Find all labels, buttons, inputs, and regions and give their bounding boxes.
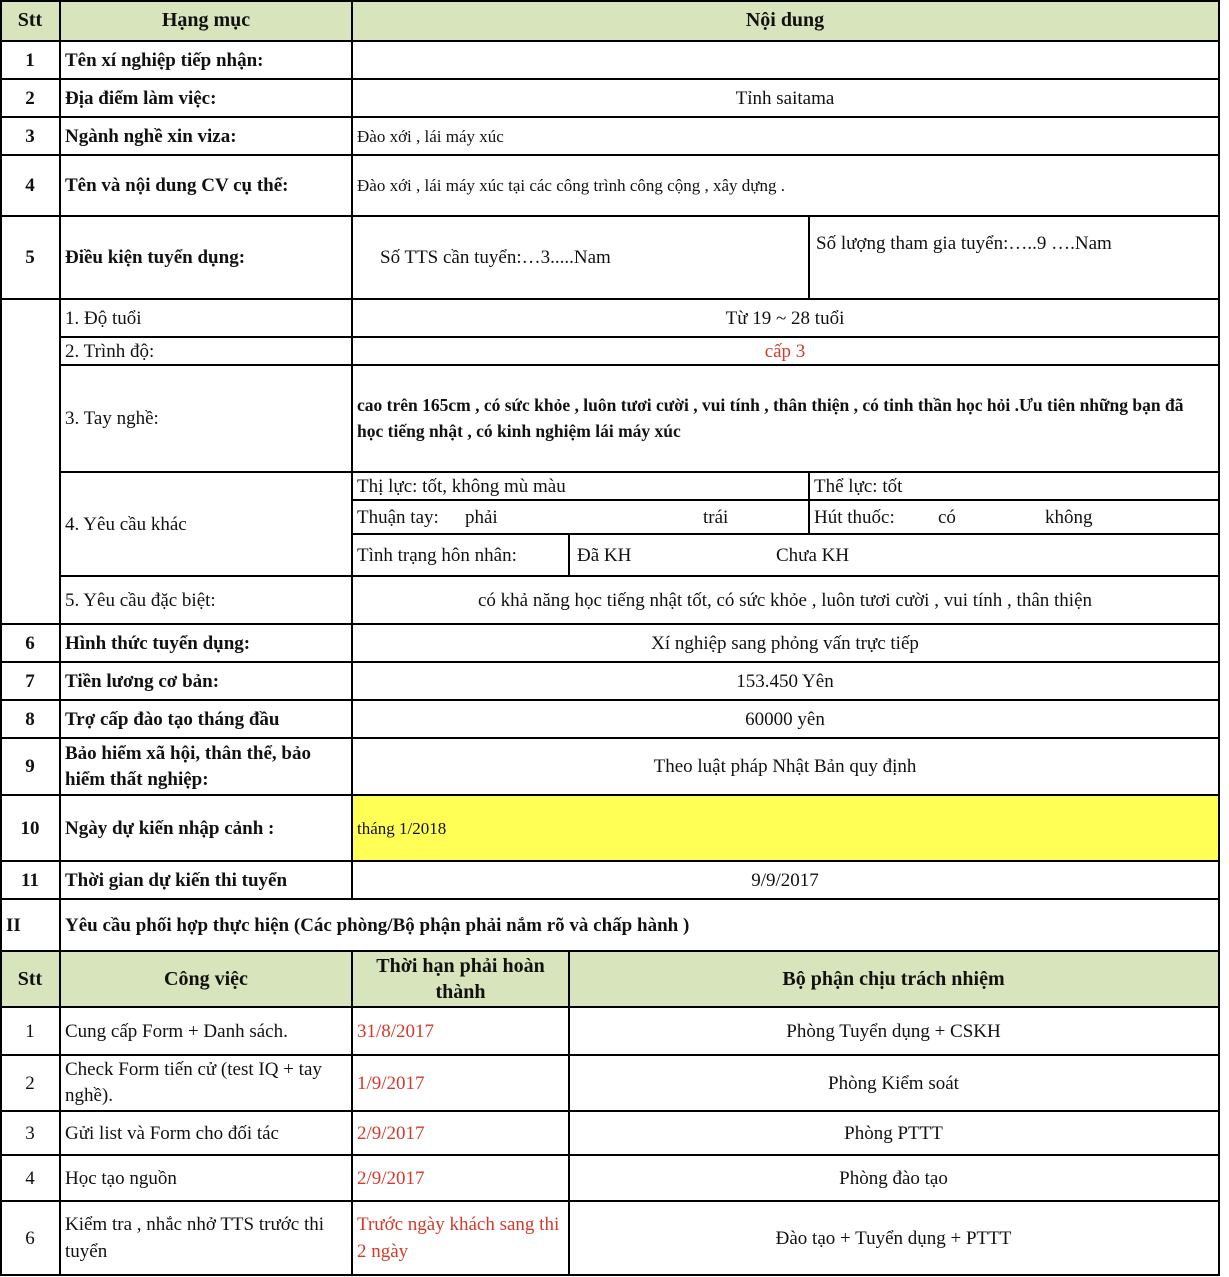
task-5-dept: Đào tạo + Tuyển dụng + PTTT xyxy=(775,1227,1012,1249)
row-9-value: Theo luật pháp Nhật Bản quy định xyxy=(653,756,917,777)
vline xyxy=(568,534,570,576)
task-2-dept: Phòng Kiểm soát xyxy=(828,1072,959,1094)
hline xyxy=(352,533,1220,535)
row-7-value: 153.450 Yên xyxy=(736,670,834,692)
vline xyxy=(59,0,61,1276)
row-5-participants: Số lượng tham gia tuyển:…..9 ….Nam xyxy=(816,233,1112,254)
row-8-label: Trợ cấp đào tạo tháng đầu xyxy=(65,708,280,730)
task-1-deadline: 31/8/2017 xyxy=(357,1020,435,1042)
row-8-value: 60000 yên xyxy=(745,708,825,730)
task-3-deadline: 2/9/2017 xyxy=(357,1122,425,1144)
task-2-task: Check Form tiến cử (test IQ + tay nghề). xyxy=(65,1059,322,1106)
row-10-no: 10 xyxy=(20,817,40,839)
row-7-label: Tiền lương cơ bản: xyxy=(65,670,220,692)
marital-label: Tình trạng hôn nhân: xyxy=(357,544,517,566)
hline xyxy=(0,154,1220,156)
hline xyxy=(0,950,1220,952)
hline xyxy=(0,623,1220,625)
task-5-no: 6 xyxy=(25,1227,35,1249)
vline xyxy=(0,0,2,1276)
hline xyxy=(60,575,1220,577)
row-5-label: Điều kiện tuyển dụng: xyxy=(65,247,246,268)
education-value: cấp 3 xyxy=(764,340,806,362)
row-11-label: Thời gian dự kiến thi tuyển xyxy=(65,869,288,891)
row-2-value: Tỉnh saitama xyxy=(735,87,835,109)
row-7-no: 7 xyxy=(25,670,35,692)
row-3-value: Đào xới , lái máy xúc xyxy=(357,126,504,146)
section-2-no: II xyxy=(6,914,21,936)
hline xyxy=(0,737,1220,739)
smoking-label: Hút thuốc: xyxy=(814,506,895,528)
smoking-no: không xyxy=(1045,506,1093,528)
row-1-no: 1 xyxy=(25,49,35,71)
hline xyxy=(0,0,1220,2)
handedness-label: Thuận tay: xyxy=(357,506,439,528)
marital-married: Đã KH xyxy=(577,544,632,566)
vline xyxy=(808,216,810,299)
age-value: Từ 19 ~ 28 tuổi xyxy=(725,307,845,329)
hline xyxy=(60,471,1220,473)
header-stt: Stt xyxy=(0,0,60,41)
task-header-dept: Bộ phận chịu trách nhiệm xyxy=(569,951,1218,1007)
row-9-label: Bảo hiểm xã hội, thân thể, bảo hiểm thất nghiệp: xyxy=(65,742,311,790)
header-content: Nội dung xyxy=(352,0,1218,41)
hline xyxy=(0,78,1220,80)
row-2-label: Địa điểm làm việc: xyxy=(65,87,217,109)
row-6-no: 6 xyxy=(25,632,35,654)
education-label: 2. Trình độ: xyxy=(65,340,155,362)
skill-label: 3. Tay nghề: xyxy=(65,408,159,429)
task-header-task: Công việc xyxy=(60,951,352,1007)
row-5-trainees-needed: Số TTS cần tuyển:…3.....Nam xyxy=(380,247,611,268)
task-1-dept: Phòng Tuyển dụng + CSKH xyxy=(786,1020,1001,1042)
hline xyxy=(0,1006,1220,1008)
hline xyxy=(0,1054,1220,1056)
vline xyxy=(351,0,353,899)
other-requirements-label: 4. Yêu cầu khác xyxy=(65,513,187,535)
vline xyxy=(351,951,353,1276)
marital-single: Chưa KH xyxy=(776,544,850,566)
special-requirements-value: có khả năng học tiếng nhật tốt, có sức khỏe , luôn tươi cười , vui tính , thân thiện xyxy=(477,589,1092,611)
row-9-no: 9 xyxy=(25,756,35,777)
hline xyxy=(0,1274,1220,1276)
row-10-value: tháng 1/2018 xyxy=(352,795,1218,861)
row-8-no: 8 xyxy=(25,708,35,730)
hline xyxy=(0,116,1220,118)
row-2-no: 2 xyxy=(25,87,35,109)
vline xyxy=(1218,0,1220,1276)
hline xyxy=(0,1110,1220,1112)
task-header-deadline: Thời hạn phải hoàn thành xyxy=(352,951,569,1007)
task-4-deadline: 2/9/2017 xyxy=(357,1167,425,1189)
section-2-title: Yêu cầu phối hợp thực hiện (Các phòng/Bộ phận phải nắm rõ và chấp hành ) xyxy=(65,914,690,936)
hline xyxy=(0,860,1220,862)
handedness-left: trái xyxy=(703,506,729,528)
smoking-yes: có xyxy=(938,506,956,528)
row-11-value: 9/9/2017 xyxy=(751,869,819,891)
physical-value: Thể lực: tốt xyxy=(814,475,903,497)
hline xyxy=(0,1154,1220,1156)
age-label: 1. Độ tuổi xyxy=(65,307,142,329)
special-requirements-label: 5. Yêu cầu đặc biệt: xyxy=(65,589,216,611)
task-3-dept: Phòng PTTT xyxy=(844,1122,943,1144)
task-3-task: Gửi list và Form cho đối tác xyxy=(65,1122,279,1144)
task-1-task: Cung cấp Form + Danh sách. xyxy=(65,1020,288,1042)
hline xyxy=(0,215,1220,217)
hline xyxy=(0,1200,1220,1202)
header-category: Hạng mục xyxy=(60,0,352,41)
task-1-no: 1 xyxy=(25,1020,35,1042)
row-4-no: 4 xyxy=(25,175,35,196)
row-10-label: Ngày dự kiến nhập cảnh : xyxy=(65,817,275,839)
hline xyxy=(0,699,1220,701)
row-1-value xyxy=(352,41,1218,79)
task-4-no: 4 xyxy=(25,1167,35,1189)
hline xyxy=(0,661,1220,663)
task-5-deadline: Trước ngày khách sang thi 2 ngày xyxy=(357,1214,560,1262)
task-4-task: Học tạo nguồn xyxy=(65,1167,177,1189)
vision-value: Thị lực: tốt, không mù màu xyxy=(357,475,566,497)
task-header-stt: Stt xyxy=(0,951,60,1007)
handedness-right: phải xyxy=(465,506,498,528)
task-2-deadline: 1/9/2017 xyxy=(357,1072,425,1094)
row-5-no: 5 xyxy=(25,247,35,268)
task-3-no: 3 xyxy=(25,1122,35,1144)
row-6-label: Hình thức tuyển dụng: xyxy=(65,632,251,654)
skill-value: cao trên 165cm , có sức khỏe , luôn tươi cười , vui tính , thân thiện , có tinh thần học hỏi .Ưu tiên những bạn đã học tiếng nhật , có kinh nghiệm lái máy xúc xyxy=(357,395,1184,441)
hline xyxy=(0,40,1220,42)
hline xyxy=(60,364,1220,366)
row-6-value: Xí nghiệp sang phỏng vấn trực tiếp xyxy=(651,632,919,654)
row-1-label: Tên xí nghiệp tiếp nhận: xyxy=(65,49,264,71)
row-11-no: 11 xyxy=(21,869,39,891)
row-3-no: 3 xyxy=(25,125,35,147)
hline xyxy=(0,898,1220,900)
hline xyxy=(0,794,1220,796)
task-2-no: 2 xyxy=(25,1072,35,1094)
task-5-task: Kiểm tra , nhắc nhở TTS trước thi tuyển xyxy=(65,1214,325,1262)
hline xyxy=(352,499,1220,501)
row-4-value: Đào xới , lái máy xúc tại các công trình công cộng , xây dựng . xyxy=(357,176,785,195)
hline xyxy=(0,298,1220,300)
row-4-label: Tên và nội dung CV cụ thể: xyxy=(65,175,289,196)
row-3-label: Ngành nghề xin viza: xyxy=(65,125,237,147)
task-4-dept: Phòng đào tạo xyxy=(839,1167,948,1189)
vline xyxy=(568,951,570,1276)
vline xyxy=(808,472,810,534)
hline xyxy=(60,336,1220,338)
